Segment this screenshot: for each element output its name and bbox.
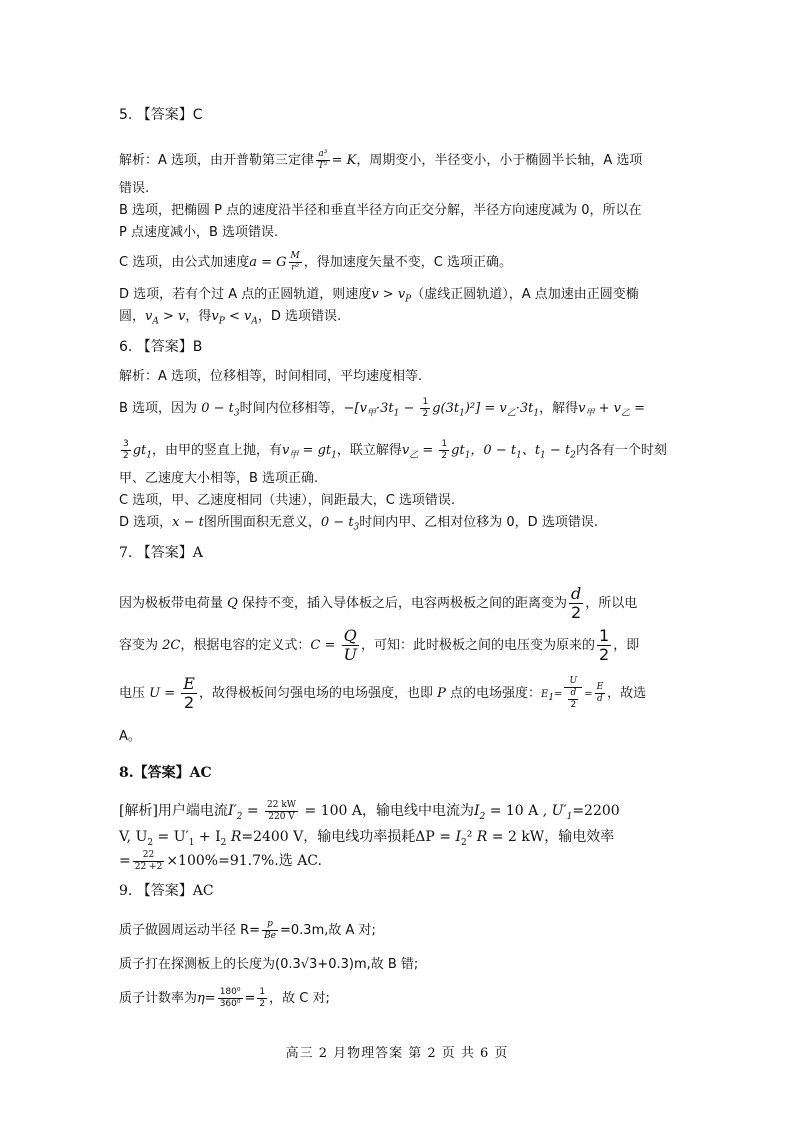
q5-line-7: 圆，$v_A > v$，得$v_P < v_A$，D 选项错误. [119, 309, 342, 327]
q9-line-2: 质子打在探测板上的长度为(0.3√3+0.3)m,故 B 错; [119, 957, 419, 972]
q9-line-3: 质子计数率为η= $\frac{\text{180⁰}}{\text{360⁰}}$ = $\frac{1}{2}$ ，故 C 对; [119, 987, 330, 1009]
q9-heading: 9. 【答案】AC [119, 883, 214, 899]
q8-line-3: = $\frac{22}{22 +2}$ ×100%=91.7%.选 AC. [119, 849, 322, 872]
q6-line-5: C 选项，甲、乙速度相同（共速），间距最大，C 选项错误. [119, 493, 456, 508]
q6-line-1: 解析：A 选项，位移相等，时间相同，平均速度相等. [119, 369, 423, 384]
page-footer: 高三 2 月物理答案 第 2 页 共 6 页 [285, 1046, 509, 1061]
q9-line-1: 质子做圆周运动半径 R= $\frac{p}{Be}$ =0.3m,故 A 对; [119, 919, 376, 941]
q6-line-4: 甲、乙速度大小相等，B 选项正确. [119, 471, 319, 486]
q5-line-3: B 选项，把椭圆 P 点的速度沿半径和垂直半径方向正交分解，半径方向速度减为 0，所以在 [119, 203, 642, 218]
q5-heading: 5. 【答案】C [119, 107, 203, 123]
kepler-fraction: $\frac{\text{a³}}{\text{T²}}$ [318, 149, 328, 171]
q8-heading: 8.【答案】AC [119, 765, 212, 781]
q5-line-6: D 选项，若有个过 A 点的正圆轨道，则速度$v > v_P$（虚线正圆轨道），A 点加速由正圆变椭 [119, 287, 639, 305]
q7-line-3: 电压 U = $\frac{E}{2}$ ，故得极板间匀强电场的电场强度，也即 P 点的电场强度：$E_1=$ $\frac{U}{\frac{d}{2}}$ = $\frac{E}{d}$ ，故选 [119, 674, 647, 712]
q7-line-2: 容变为 2C，根据电容的定义式：C = $\frac{Q}{U}$ ，可知：此时极板之间的电压变为原来的 $\frac{1}{2}$ ，即 [119, 626, 640, 664]
q7-line-4: A。 [119, 729, 141, 744]
q7-heading: 7. 【答案】A [119, 545, 203, 561]
q5-line-2: 错误. [119, 181, 150, 196]
q8-line-1: [解析]用户端电流$I'_2$ = $\frac{22 kW}{220 V}$ = 100 A，输电线中电流为$I_2 = 10$ A , $U'_1=2200$ [119, 799, 620, 822]
q6-line-6: D 选项，x − t图所围面积无意义，$0 - t_3$时间内甲、乙相对位移为 0，D 选项错误. [119, 515, 598, 533]
q5-line-5: C 选项，由公式加速度a = G $\frac{M}{\text{r²}}$ ，得加速度矢量不变，C 选项正确。 [119, 251, 512, 273]
q7-line-1: 因为极板带电荷量 Q 保持不变，插入导体板之后，电容两极板之间的距离变为 $\frac{d}{2}$ ，所以电 [119, 584, 638, 622]
q6-line-3: $\frac{3}{2}$ $gt_1$，由甲的竖直上抛，有$v_甲 = gt_1$，联立解得$v_乙$ = $\frac{1}{2}$ $gt_1$，$0 - t_1$、$t_1 - t_2$内各有一个时刻 [123, 439, 667, 461]
q5-line-1: 解析：A 选项，由开普勒第三定律 $\frac{\text{a³}}{\text{T²}}$ = K，周期变小，半径变小，小于椭圆半长轴，A 选项 [119, 149, 643, 171]
q6-line-2: B 选项，因为 $0 - t_3$时间内位移相等，$-[v_甲\cdot 3t_1$ − $\frac{1}{2}$ $g(3t_1)^2] = v_乙\cdot 3t_1$，解得$v_甲 + v_乙$ = [119, 397, 646, 419]
gravity-fraction: $\frac{M}{\text{r²}}$ [290, 251, 300, 273]
q8-line-2: V, $U_2 = U'_1 + I_2$ R=2400 V，输电线功率损耗$\Delta P = I_2^2$ R = 2 kW，输电效率 [119, 829, 615, 848]
q5-line-4: P 点速度减小，B 选项错误. [119, 225, 279, 240]
q6-heading: 6. 【答案】B [119, 339, 203, 355]
